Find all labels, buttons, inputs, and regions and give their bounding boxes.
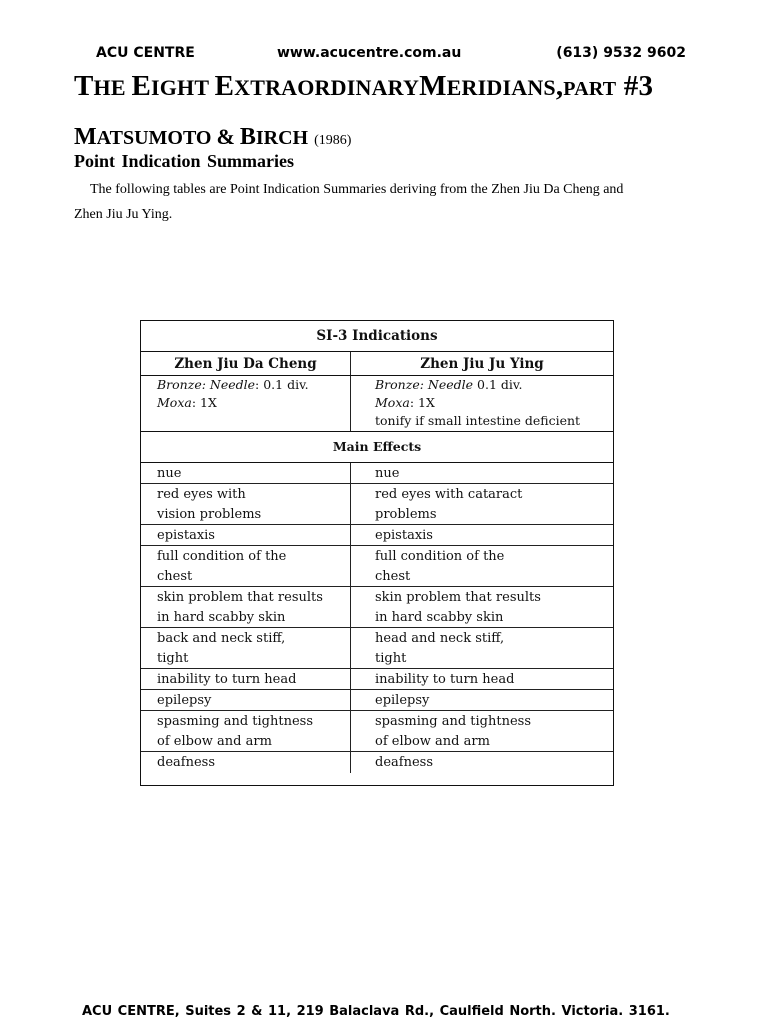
tonify-note: tonify if small intestine deficient — [375, 413, 581, 428]
da-cheng-cell — [141, 669, 351, 689]
cell-line: red eyes with cataract — [375, 487, 523, 502]
cell-line: epilepsy — [157, 693, 212, 708]
table-row — [141, 669, 613, 690]
table-row — [141, 525, 613, 546]
author-name-1: ATSUMOTO — [96, 127, 212, 149]
intro-line-2: Zhen Jiu Ju Ying. — [74, 207, 173, 222]
cell-line: vision problems — [157, 507, 262, 522]
title-initial-4: M — [419, 70, 447, 102]
dosage-ju-ying — [351, 376, 613, 431]
da-cheng-cell — [141, 546, 351, 586]
ju-ying-cell — [351, 711, 613, 751]
cell-line: chest — [375, 569, 411, 584]
column-header-ju-ying: Zhen Jiu Ju Ying — [420, 356, 544, 372]
author-line — [74, 124, 351, 151]
cell-line: back and neck stiff, — [157, 631, 286, 646]
column-header-da-cheng: Zhen Jiu Da Cheng — [141, 352, 351, 375]
cell-line: of elbow and arm — [375, 734, 490, 749]
table-row — [141, 484, 613, 525]
ju-ying-cell — [351, 690, 613, 710]
title-initial-3: E — [214, 70, 235, 102]
title-word-2: IGHT — [150, 75, 209, 100]
cell-line: tight — [157, 651, 189, 666]
moxa-label: Moxa — [157, 395, 192, 410]
author-initial-1: M — [74, 124, 97, 150]
ju-ying-cell — [351, 525, 613, 545]
author-initial-2: B — [239, 124, 256, 150]
header-phone: (613) 9532 9602 — [556, 45, 686, 61]
title-word-3: XTRAORDINARY — [234, 75, 420, 100]
da-cheng-cell — [141, 484, 351, 524]
table-row — [141, 752, 613, 773]
cell-line: tight — [375, 651, 407, 666]
main-effects-header: Main Effects — [141, 432, 613, 463]
main-effects-rows — [141, 463, 613, 773]
needle-label: Bronze: Needle — [375, 377, 474, 392]
table-title: SI-3 Indications — [141, 321, 613, 352]
table-row — [141, 546, 613, 587]
da-cheng-cell — [141, 711, 351, 751]
cell-line: epistaxis — [375, 528, 433, 543]
cell-line: in hard scabby skin — [375, 610, 504, 625]
da-cheng-cell — [141, 463, 351, 483]
document-title — [74, 70, 653, 103]
cell-line: skin problem that results — [157, 590, 323, 605]
cell-line: deafness — [157, 755, 215, 770]
da-cheng-cell — [141, 587, 351, 627]
title-part: ,part #3 — [555, 70, 654, 102]
moxa-value: : 1X — [409, 395, 435, 410]
author-name-2: IRCH — [255, 127, 309, 149]
section-subtitle: Point Indication Summaries — [74, 151, 295, 171]
da-cheng-cell — [141, 525, 351, 545]
cell-line: inability to turn head — [375, 672, 515, 687]
cell-line: skin problem that results — [375, 590, 541, 605]
si3-indications-table — [140, 320, 614, 786]
cell-line: deafness — [375, 755, 433, 770]
table-row — [141, 587, 613, 628]
table-row — [141, 463, 613, 484]
cell-line: spasming and tightness — [375, 714, 532, 729]
page-footer-address: ACU CENTRE, Suites 2 & 11, 219 Balaclava Rd., Caulfield North. Victoria. 3161. — [82, 1004, 670, 1019]
page-header — [96, 45, 688, 65]
title-word-4: ERIDIANS — [446, 75, 556, 100]
cell-line: epilepsy — [375, 693, 430, 708]
cell-line: spasming and tightness — [157, 714, 314, 729]
table-column-headers — [141, 352, 613, 376]
needle-value: : 0.1 div. — [255, 377, 309, 392]
cell-line: red eyes with — [157, 487, 246, 502]
moxa-value: : 1X — [191, 395, 217, 410]
table-row — [141, 690, 613, 711]
needle-value: 0.1 div. — [473, 377, 523, 392]
header-org-name: ACU CENTRE — [96, 45, 195, 61]
header-website: www.acucentre.com.au — [277, 45, 462, 61]
cell-line: full condition of the — [157, 549, 287, 564]
intro-line-1: The following tables are Point Indication Summaries deriving from the Zhen Jiu Da Cheng and — [90, 182, 624, 197]
da-cheng-cell — [141, 752, 351, 773]
title-initial-1: T — [74, 70, 94, 102]
cell-line: nue — [157, 466, 182, 481]
cell-line: epistaxis — [157, 528, 215, 543]
cell-line: nue — [375, 466, 400, 481]
author-year: (1986) — [314, 133, 352, 148]
intro-paragraph — [74, 177, 694, 227]
cell-line: chest — [157, 569, 193, 584]
dosage-row — [141, 376, 613, 432]
cell-line: in hard scabby skin — [157, 610, 286, 625]
table-row — [141, 628, 613, 669]
needle-label: Bronze: Needle — [157, 377, 256, 392]
table-row — [141, 711, 613, 752]
ju-ying-cell — [351, 628, 613, 668]
da-cheng-cell — [141, 690, 351, 710]
cell-line: of elbow and arm — [157, 734, 272, 749]
ju-ying-cell — [351, 463, 613, 483]
ju-ying-cell — [351, 546, 613, 586]
title-initial-2: E — [131, 70, 151, 102]
author-ampersand: & — [216, 124, 235, 149]
ju-ying-cell — [351, 587, 613, 627]
ju-ying-cell — [351, 484, 613, 524]
cell-line: problems — [375, 507, 437, 522]
dosage-da-cheng — [141, 376, 351, 431]
cell-line: inability to turn head — [157, 672, 297, 687]
ju-ying-cell — [351, 752, 613, 773]
ju-ying-cell — [351, 669, 613, 689]
moxa-label: Moxa — [375, 395, 410, 410]
cell-line: full condition of the — [375, 549, 505, 564]
title-word-1: HE — [93, 75, 126, 100]
da-cheng-cell — [141, 628, 351, 668]
cell-line: head and neck stiff, — [375, 631, 505, 646]
